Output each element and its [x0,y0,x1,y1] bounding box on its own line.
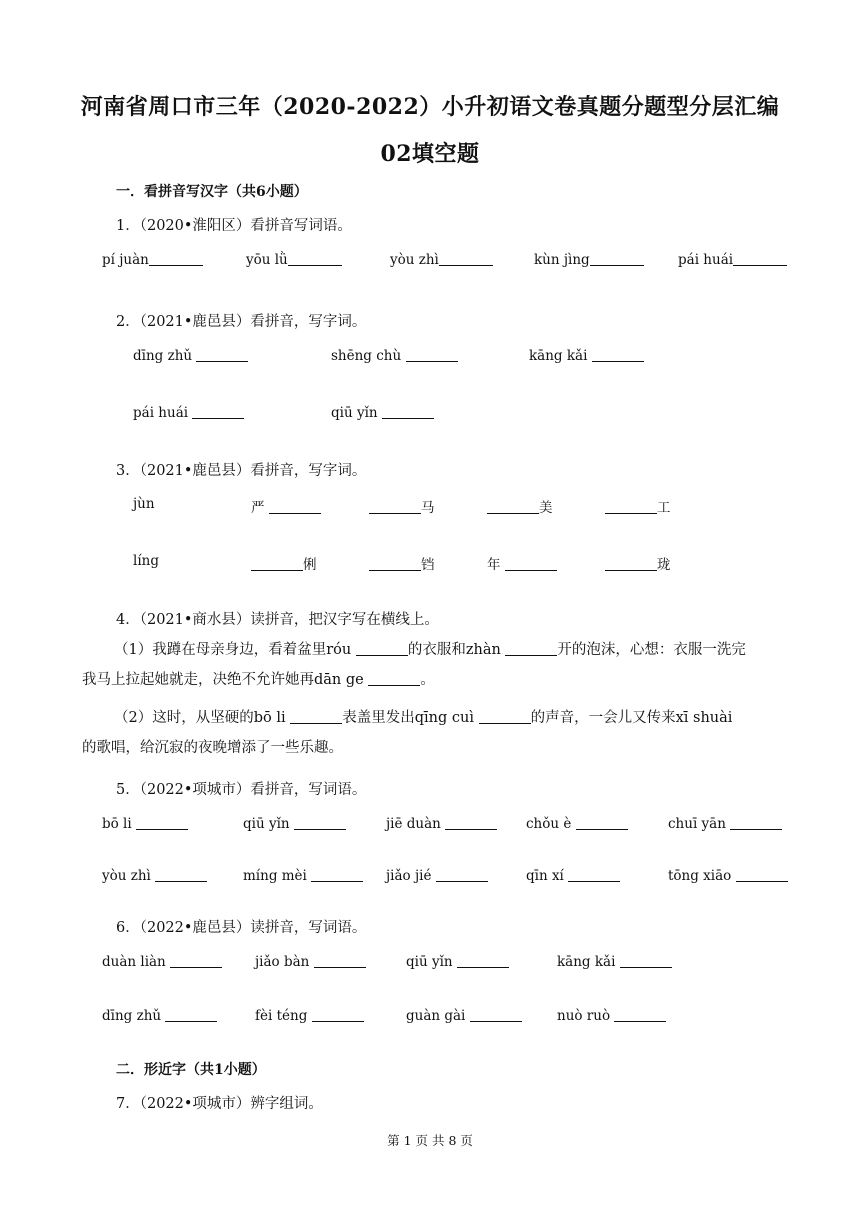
answer-blank[interactable] [251,556,303,571]
pinyin-item: dīng zhǔ [133,347,248,364]
char-item: 严 [251,496,321,516]
pinyin-item: qīn xí [526,867,620,884]
question-2-stem: 2．（2021•鹿邑县）看拼音，写字词。 [116,314,367,330]
pinyin-item: fèi téng [255,1007,364,1024]
answer-blank[interactable] [149,251,203,266]
char-item: 工 [605,496,671,516]
answer-blank[interactable] [620,953,672,968]
document-title-line2: 02填空题 [380,141,480,167]
pinyin-item: qiū yǐn [331,404,434,421]
answer-blank[interactable] [614,1007,666,1022]
question-4-paragraph-1: （1）我蹲在母亲身边，看着盆里róu 的衣服和zhàn 开的泡沫，心想：衣服一洗完 我马上拉起她就走，决绝不允许她再dān ge 。 [82,642,746,688]
answer-blank[interactable] [192,404,244,419]
pinyin-item: nuò ruò [557,1007,666,1024]
section-heading-pinyin: 一．看拼音写汉字（共6小题） [116,184,308,200]
answer-blank[interactable] [368,671,420,686]
answer-blank[interactable] [605,556,657,571]
pinyin-item: bō li [102,815,188,832]
answer-blank[interactable] [170,953,222,968]
answer-blank[interactable] [730,815,782,830]
char-item: 珑 [605,553,671,573]
answer-blank[interactable] [576,815,628,830]
answer-blank[interactable] [470,1007,522,1022]
answer-blank[interactable] [314,953,366,968]
pinyin-item: chǒu è [526,815,628,832]
page-footer: 第 1 页 共 8 页 [387,1133,473,1148]
char-item: 马 [369,496,435,516]
pinyin-item: qiū yǐn [243,815,346,832]
answer-blank[interactable] [568,867,620,882]
char-item: 年 [487,553,557,573]
pinyin-item: jiǎo bàn [255,953,366,970]
answer-blank[interactable] [269,499,321,514]
answer-blank[interactable] [592,347,644,362]
answer-blank[interactable] [369,556,421,571]
pinyin-item: yōu lǜ [246,251,342,268]
document-title-line1: 河南省周口市三年（2020-2022）小升初语文卷真题分题型分层汇编 [80,94,780,120]
pinyin-item: kāng kǎi [529,347,644,364]
answer-blank[interactable] [505,556,557,571]
answer-blank[interactable] [457,953,509,968]
answer-blank[interactable] [479,709,531,724]
pinyin-item: jiǎo jié [386,867,488,884]
answer-blank[interactable] [155,867,207,882]
pinyin-item: kùn jìng [534,251,644,268]
answer-blank[interactable] [736,867,788,882]
pinyin-item: pí juàn [102,251,203,268]
pinyin-item: jiē duàn [386,815,497,832]
question-4-stem: 4．（2021•商水县）读拼音，把汉字写在横线上。 [116,612,439,628]
answer-blank[interactable] [294,815,346,830]
answer-blank[interactable] [290,709,342,724]
char-item: 俐 [251,553,317,573]
pinyin-item: pái huái [133,404,244,421]
answer-blank[interactable] [369,499,421,514]
section-heading-similar-characters: 二．形近字（共1小题） [116,1062,266,1078]
answer-blank[interactable] [439,251,493,266]
pinyin-item: dīng zhǔ [102,1007,217,1024]
question-5-stem: 5．（2022•项城市）看拼音，写词语。 [116,782,367,798]
char-item: 美 [487,496,553,516]
pinyin-item: guàn gài [406,1007,522,1024]
pinyin-item: duàn liàn [102,953,222,970]
answer-blank[interactable] [356,641,408,656]
pinyin-item: pái huái [678,251,787,268]
answer-blank[interactable] [382,404,434,419]
question-6-stem: 6．（2022•鹿邑县）读拼音，写词语。 [116,920,367,936]
answer-blank[interactable] [312,1007,364,1022]
pinyin-item: tōng xiāo [668,867,788,884]
answer-blank[interactable] [445,815,497,830]
answer-blank[interactable] [136,815,188,830]
answer-blank[interactable] [605,499,657,514]
answer-blank[interactable] [165,1007,217,1022]
pinyin-label: líng [133,553,159,569]
answer-blank[interactable] [505,641,557,656]
answer-blank[interactable] [487,499,539,514]
answer-blank[interactable] [196,347,248,362]
pinyin-item: chuī yān [668,815,782,832]
answer-blank[interactable] [590,251,644,266]
pinyin-item: yòu zhì [390,251,493,268]
pinyin-item: shēng chù [331,347,458,364]
question-7-stem: 7．（2022•项城市）辨字组词。 [116,1096,323,1112]
char-item: 铛 [369,553,435,573]
answer-blank[interactable] [436,867,488,882]
pinyin-item: míng mèi [243,867,363,884]
answer-blank[interactable] [406,347,458,362]
question-1-stem: 1．（2020•淮阳区）看拼音写词语。 [116,218,352,234]
question-4-paragraph-2: （2）这时，从坚硬的bō li 表盖里发出qīng cuì 的声音，一会儿又传来xī shuài 的歌唱，给沉寂的夜晚增添了一些乐趣。 [82,710,733,756]
answer-blank[interactable] [311,867,363,882]
pinyin-item: qiū yǐn [406,953,509,970]
answer-blank[interactable] [288,251,342,266]
pinyin-item: yòu zhì [102,867,207,884]
question-3-stem: 3．（2021•鹿邑县）看拼音，写字词。 [116,463,367,479]
pinyin-item: kāng kǎi [557,953,672,970]
answer-blank[interactable] [733,251,787,266]
pinyin-label: jùn [133,496,155,512]
